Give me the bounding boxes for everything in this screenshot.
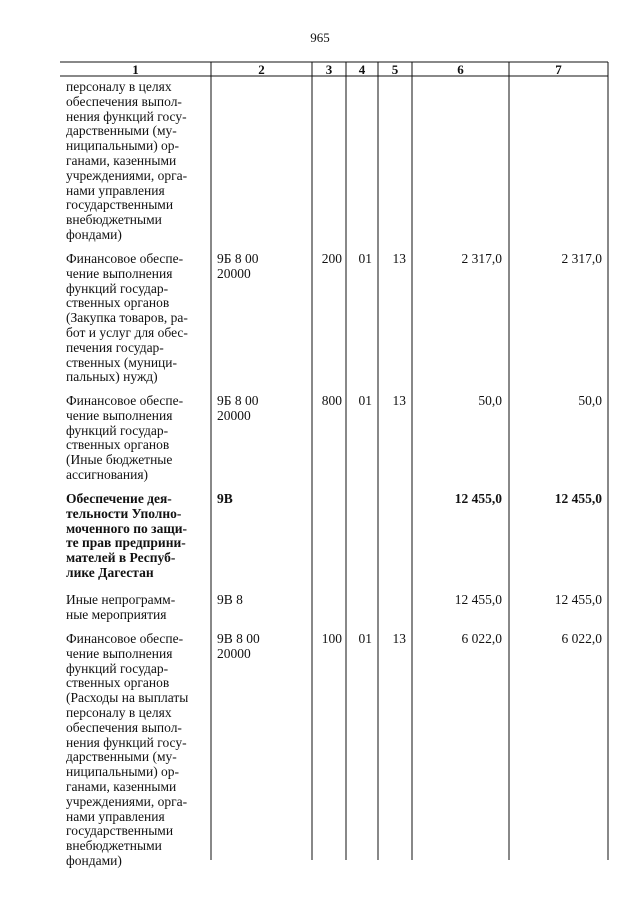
row-1-c3: 200 — [321, 251, 342, 266]
row-3-name: Обеспечение дея- тельности Уполно- моченного по защи- те прав предприни- мателей в Респуб- лике Дагестан — [66, 491, 187, 580]
row-2-c6: 50,0 — [478, 393, 502, 408]
row-1-code: 9Б 8 00 20000 — [217, 251, 259, 281]
row-2-c4: 01 — [358, 393, 372, 408]
page-number: 965 — [310, 30, 330, 45]
row-5-c3: 100 — [321, 631, 342, 646]
row-4-name: Иные непрограмм- ные мероприятия — [66, 592, 176, 622]
row-5-code: 9В 8 00 20000 — [217, 631, 260, 661]
row-3-c6: 12 455,0 — [454, 491, 502, 506]
row-5-c7: 6 022,0 — [561, 631, 602, 646]
row-5-c4: 01 — [358, 631, 372, 646]
row-5-c6: 6 022,0 — [461, 631, 502, 646]
row-3-c7: 12 455,0 — [554, 491, 602, 506]
row-5-c5: 13 — [392, 631, 406, 646]
row-5-name: Финансовое обеспе- чение выполнения функций государ- ственных органов (Расходы на выплаты персоналу в целях обеспечения выпол- нения функций госу- дарственными (му- ниципальными) ор- ганами, казенными учреждениями, орга- нами управления государственными внебюджетными фондами) — [66, 631, 189, 868]
row-2-c5: 13 — [392, 393, 406, 408]
row-0-name: персоналу в целях обеспечения выпол- нения функций госу- дарственными (му- ниципальными) ор- ганами, казенными учреждениями, орга- нами управления государственными внебюджетными фондами) — [66, 79, 188, 242]
column-header-5: 5 — [391, 62, 399, 77]
row-4-c6: 12 455,0 — [454, 592, 502, 607]
row-2-c3: 800 — [321, 393, 342, 408]
row-1-c7: 2 317,0 — [561, 251, 602, 266]
row-3-code: 9В — [217, 491, 233, 506]
column-header-1: 1 — [132, 62, 139, 77]
row-1-c5: 13 — [392, 251, 406, 266]
row-1-c6: 2 317,0 — [461, 251, 502, 266]
column-header-2: 2 — [258, 62, 265, 77]
row-1-c4: 01 — [358, 251, 372, 266]
row-2-c7: 50,0 — [578, 393, 602, 408]
row-2-code: 9Б 8 00 20000 — [217, 393, 259, 423]
row-4-c7: 12 455,0 — [554, 592, 602, 607]
column-header-3: 3 — [325, 62, 333, 77]
row-1-name: Финансовое обеспе- чение выполнения функций государ- ственных органов (Закупка товаров, ра- бот и услуг для обес- печения государ- ственных (муници- пальных) нужд) — [66, 251, 188, 385]
column-header-6: 6 — [457, 62, 464, 77]
row-2-name: Финансовое обеспе- чение выполнения функций государ- ственных органов (Иные бюджетные ассигнования) — [66, 393, 184, 482]
column-header-7: 7 — [555, 62, 562, 77]
row-4-code: 9В 8 — [217, 592, 243, 607]
column-header-4: 4 — [358, 62, 366, 77]
